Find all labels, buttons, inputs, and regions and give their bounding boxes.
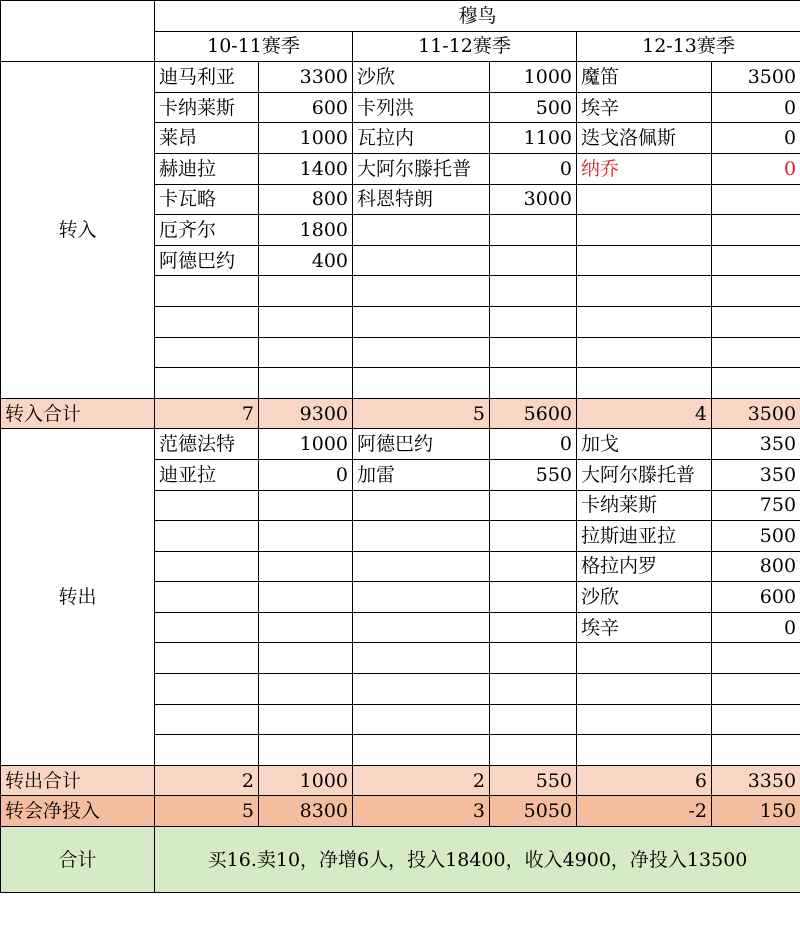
transfer-fee [259, 276, 353, 307]
player-name [353, 337, 490, 368]
player-name: 迭戈洛佩斯 [577, 123, 712, 154]
season-header: 10-11赛季 [155, 31, 353, 62]
player-name: 魔笛 [577, 62, 712, 93]
transfer-fee [259, 674, 353, 705]
player-name: 沙欣 [577, 582, 712, 613]
transfer-fee: 1000 [490, 62, 577, 93]
transfer-fee: 1000 [259, 123, 353, 154]
transfer-fee [712, 276, 800, 307]
transfer-fee [490, 735, 577, 766]
player-name [155, 306, 259, 337]
player-name: 埃辛 [577, 92, 712, 123]
transfer-fee: 500 [490, 92, 577, 123]
player-name [577, 276, 712, 307]
player-name: 范德法特 [155, 429, 259, 460]
transfer-fee [259, 368, 353, 399]
transfer-fee [712, 704, 800, 735]
transfer-fee: 1000 [259, 429, 353, 460]
transfer-fee [259, 551, 353, 582]
transfer-fee [259, 582, 353, 613]
total-count: 2 [353, 765, 490, 796]
total-fee: 5050 [490, 796, 577, 827]
player-name [353, 490, 490, 521]
player-name: 加雷 [353, 459, 490, 490]
total-fee: 8300 [259, 796, 353, 827]
out-total-row [1, 765, 800, 796]
transfer-fee [490, 245, 577, 276]
transfer-fee [259, 306, 353, 337]
player-name: 赫迪拉 [155, 153, 259, 184]
total-count: -2 [577, 796, 712, 827]
transfer-fee [259, 521, 353, 552]
player-name: 卡纳莱斯 [577, 490, 712, 521]
player-name [155, 674, 259, 705]
corner-cell [1, 1, 155, 62]
player-name [577, 337, 712, 368]
total-count: 6 [577, 765, 712, 796]
transfer-fee [490, 612, 577, 643]
player-name [353, 582, 490, 613]
player-name: 厄齐尔 [155, 215, 259, 246]
net-total-row [1, 796, 800, 827]
total-fee: 3500 [712, 398, 800, 429]
player-name [155, 337, 259, 368]
player-name [155, 704, 259, 735]
player-name: 莱昂 [155, 123, 259, 154]
transfer-fee: 0 [712, 153, 800, 184]
transfer-fee: 600 [712, 582, 800, 613]
player-name [155, 276, 259, 307]
player-name [353, 674, 490, 705]
transfer-row [1, 62, 800, 93]
transfer-fee [259, 612, 353, 643]
player-name: 卡列洪 [353, 92, 490, 123]
total-count: 5 [353, 398, 490, 429]
player-name [577, 704, 712, 735]
player-name [353, 521, 490, 552]
transfer-fee [712, 643, 800, 674]
player-name [577, 735, 712, 766]
player-name [155, 521, 259, 552]
transfer-fee: 3300 [259, 62, 353, 93]
player-name: 迪马利亚 [155, 62, 259, 93]
player-name [353, 551, 490, 582]
grand-total-label: 合计 [1, 827, 155, 893]
transfer-fee [712, 337, 800, 368]
transfer-fee: 0 [712, 123, 800, 154]
transfer-fee [490, 704, 577, 735]
player-name: 沙欣 [353, 62, 490, 93]
transfer-fee: 0 [490, 153, 577, 184]
total-label: 转入合计 [1, 398, 155, 429]
player-name: 格拉内罗 [577, 551, 712, 582]
player-name [353, 643, 490, 674]
player-name [155, 643, 259, 674]
player-name: 科恩特朗 [353, 184, 490, 215]
total-fee: 9300 [259, 398, 353, 429]
title-row [1, 1, 800, 32]
transfer-fee [712, 245, 800, 276]
player-name [353, 306, 490, 337]
player-name: 加戈 [577, 429, 712, 460]
player-name [155, 490, 259, 521]
transfer-fee [490, 582, 577, 613]
transfer-fee: 3000 [490, 184, 577, 215]
transfer-fee: 1100 [490, 123, 577, 154]
player-name [155, 582, 259, 613]
player-name: 埃辛 [577, 612, 712, 643]
transfer-fee [259, 704, 353, 735]
player-name: 卡瓦略 [155, 184, 259, 215]
total-fee: 550 [490, 765, 577, 796]
transfer-fee: 400 [259, 245, 353, 276]
total-label: 转会净投入 [1, 796, 155, 827]
section-label: 转出 [1, 429, 155, 766]
transfer-fee [490, 215, 577, 246]
transfer-fee: 800 [712, 551, 800, 582]
player-name: 大阿尔滕托普 [353, 153, 490, 184]
total-count: 7 [155, 398, 259, 429]
player-name: 迪亚拉 [155, 459, 259, 490]
player-name: 拉斯迪亚拉 [577, 521, 712, 552]
player-name [353, 245, 490, 276]
player-name [353, 215, 490, 246]
transfer-fee: 800 [259, 184, 353, 215]
transfer-fee: 600 [259, 92, 353, 123]
transfer-fee [712, 184, 800, 215]
player-name [155, 612, 259, 643]
player-name [577, 643, 712, 674]
summary-text: 买16.卖10，净增6人，投入18400，收入4900，净投入13500 [155, 827, 800, 893]
transfer-fee [490, 276, 577, 307]
transfer-fee: 550 [490, 459, 577, 490]
transfer-fee [490, 674, 577, 705]
transfer-fee [490, 551, 577, 582]
player-name: 大阿尔滕托普 [577, 459, 712, 490]
transfer-fee: 3500 [712, 62, 800, 93]
transfer-fee [490, 368, 577, 399]
player-name [577, 245, 712, 276]
player-name [353, 735, 490, 766]
total-fee: 150 [712, 796, 800, 827]
player-name [353, 704, 490, 735]
transfer-fee: 500 [712, 521, 800, 552]
total-label: 转出合计 [1, 765, 155, 796]
section-label: 转入 [1, 62, 155, 399]
transfer-fee: 350 [712, 459, 800, 490]
transfer-fee [712, 306, 800, 337]
transfer-fee [712, 215, 800, 246]
transfer-fee [259, 643, 353, 674]
transfer-fee [490, 521, 577, 552]
total-count: 4 [577, 398, 712, 429]
transfer-fee [490, 306, 577, 337]
player-name [577, 306, 712, 337]
player-name [577, 368, 712, 399]
transfer-fee [259, 735, 353, 766]
player-name [577, 184, 712, 215]
player-name [155, 735, 259, 766]
total-count: 3 [353, 796, 490, 827]
player-name: 纳乔 [577, 153, 712, 184]
player-name [353, 612, 490, 643]
transfer-fee [712, 368, 800, 399]
player-name [353, 368, 490, 399]
total-fee: 1000 [259, 765, 353, 796]
player-name [353, 276, 490, 307]
transfer-fee [259, 490, 353, 521]
player-name [577, 215, 712, 246]
transfer-fee [712, 735, 800, 766]
season-header: 11-12赛季 [353, 31, 577, 62]
transfer-fee: 0 [712, 92, 800, 123]
total-count: 2 [155, 765, 259, 796]
player-name: 阿德巴约 [353, 429, 490, 460]
player-name: 阿德巴约 [155, 245, 259, 276]
player-name: 瓦拉内 [353, 123, 490, 154]
transfer-fee: 350 [712, 429, 800, 460]
transfer-fee [259, 337, 353, 368]
transfer-fee: 0 [490, 429, 577, 460]
total-fee: 3350 [712, 765, 800, 796]
transfer-fee: 0 [259, 459, 353, 490]
transfer-fee: 1800 [259, 215, 353, 246]
transfer-fee [490, 490, 577, 521]
transfer-fee: 0 [712, 612, 800, 643]
in-total-row [1, 398, 800, 429]
season-header: 12-13赛季 [577, 31, 800, 62]
club-title: 穆鸟 [155, 1, 800, 32]
transfer-fee: 1400 [259, 153, 353, 184]
transfer-fee: 750 [712, 490, 800, 521]
player-name [155, 551, 259, 582]
transfer-fee [712, 674, 800, 705]
transfer-fee [490, 643, 577, 674]
total-fee: 5600 [490, 398, 577, 429]
player-name [155, 368, 259, 399]
transfer-fee [490, 337, 577, 368]
player-name [577, 674, 712, 705]
player-name: 卡纳莱斯 [155, 92, 259, 123]
grand-total-row [1, 827, 800, 893]
transfer-row [1, 429, 800, 460]
total-count: 5 [155, 796, 259, 827]
